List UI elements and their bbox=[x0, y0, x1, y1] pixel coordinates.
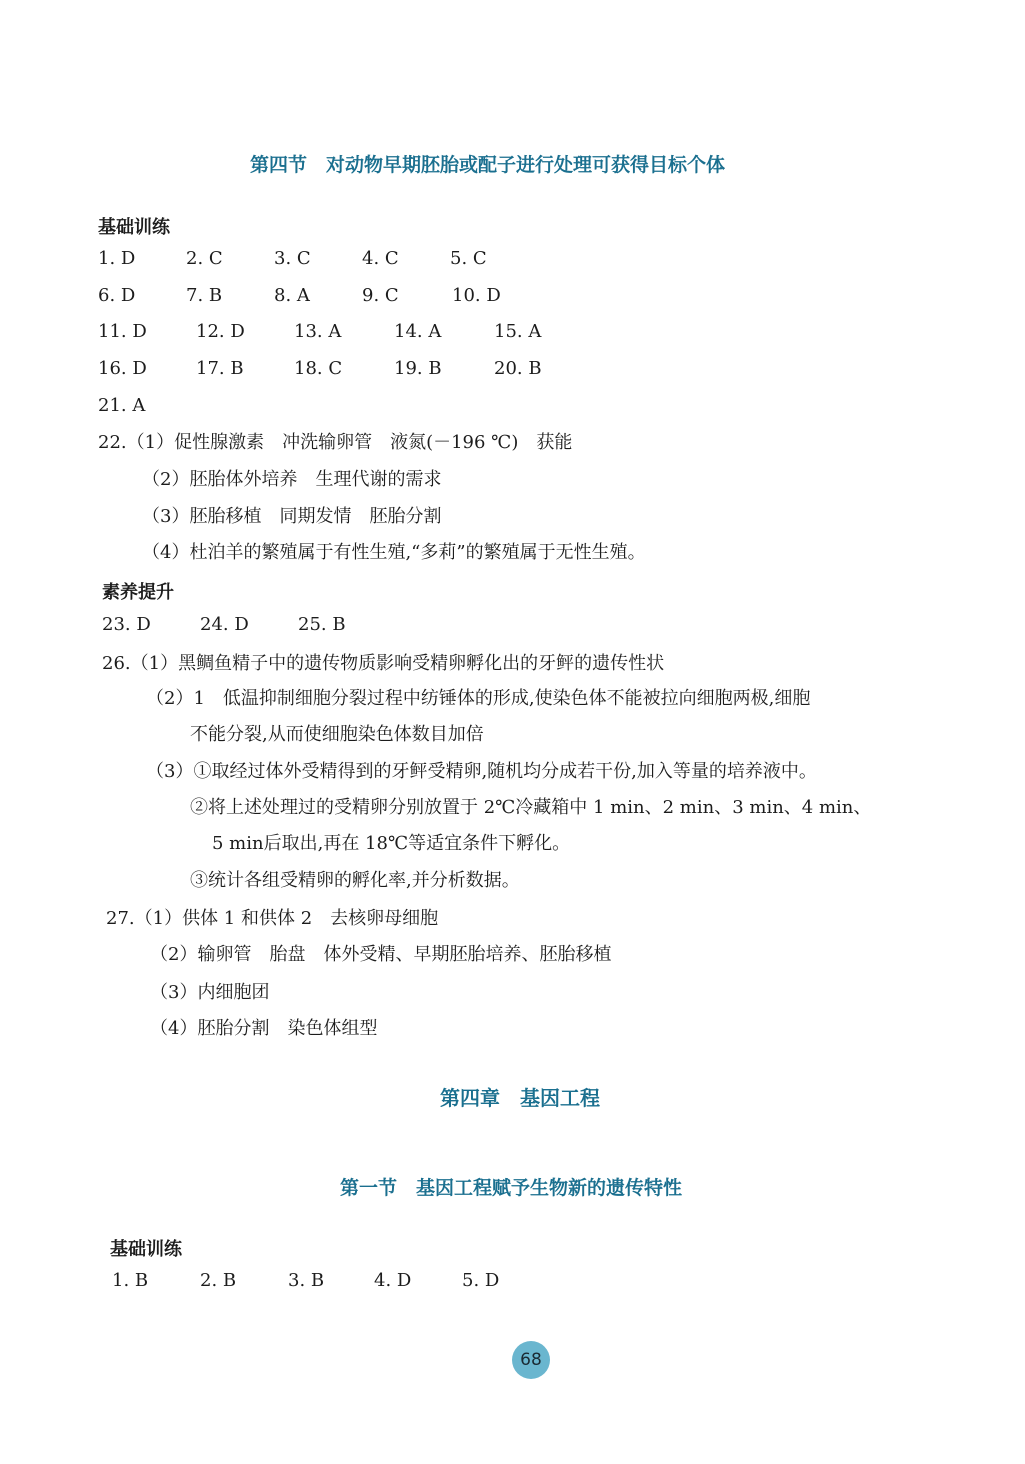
q26-part2: （2）1 低温抑制细胞分裂过程中纺锤体的形成,使染色体不能被拉向细胞两极,细胞 bbox=[146, 688, 811, 709]
answer-item: 19. B bbox=[394, 358, 442, 379]
answer-item: 5. C bbox=[450, 248, 487, 269]
q27-part4: （4）胚胎分割 染色体组型 bbox=[150, 1018, 378, 1039]
answer-item: 3. C bbox=[274, 248, 311, 269]
q22-part1: 22.（1）促性腺激素 冲洗输卵管 液氮(－196 ℃) 获能 bbox=[98, 432, 573, 453]
answer-item: 10. D bbox=[452, 285, 501, 306]
answer-row bbox=[102, 614, 502, 642]
q22-part2: （2）胚胎体外培养 生理代谢的需求 bbox=[142, 469, 442, 490]
answer-row bbox=[98, 395, 698, 423]
page-number: 68 bbox=[512, 1341, 550, 1379]
answer-item: 8. A bbox=[274, 285, 310, 306]
answer-item: 2. C bbox=[186, 248, 223, 269]
q27-part2: （2）输卵管 胎盘 体外受精、早期胚胎培养、胚胎移植 bbox=[150, 944, 612, 965]
answer-item: 21. A bbox=[98, 395, 146, 416]
answer-item: 20. B bbox=[494, 358, 542, 379]
answer-item: 12. D bbox=[196, 321, 245, 342]
answer-item: 15. A bbox=[494, 321, 542, 342]
basic-training-heading: 基础训练 bbox=[110, 1239, 182, 1260]
advanced-heading: 素养提升 bbox=[102, 582, 174, 603]
q27-part3: （3）内细胞团 bbox=[150, 982, 270, 1003]
q26-part3-step2-cont: 5 min后取出,再在 18℃等适宜条件下孵化。 bbox=[212, 833, 571, 854]
section-title: 第一节 基因工程赋予生物新的遗传特性 bbox=[340, 1177, 683, 1199]
answer-item: 2. B bbox=[200, 1270, 237, 1291]
answer-item: 24. D bbox=[200, 614, 249, 635]
q27-part1: 27.（1）供体 1 和供体 2 去核卵母细胞 bbox=[106, 908, 439, 929]
answer-row bbox=[98, 358, 698, 386]
q22-part4: （4）杜泊羊的繁殖属于有性生殖,“多莉”的繁殖属于无性生殖。 bbox=[142, 542, 646, 563]
answer-item: 3. B bbox=[288, 1270, 325, 1291]
answer-row bbox=[98, 321, 698, 349]
answer-item: 1. B bbox=[112, 1270, 149, 1291]
answer-item: 18. C bbox=[294, 358, 343, 379]
answer-item: 7. B bbox=[186, 285, 223, 306]
answer-item: 14. A bbox=[394, 321, 442, 342]
basic-training-heading: 基础训练 bbox=[98, 217, 170, 238]
answer-item: 23. D bbox=[102, 614, 151, 635]
q26-part3-step1: （3）①取经过体外受精得到的牙鲆受精卵,随机均分成若干份,加入等量的培养液中。 bbox=[146, 761, 817, 782]
answer-item: 4. C bbox=[362, 248, 399, 269]
answer-item: 25. B bbox=[298, 614, 346, 635]
q26-part3-step2: ②将上述处理过的受精卵分别放置于 2℃冷藏箱中 1 min、2 min、3 min、4 min、 bbox=[190, 797, 872, 818]
answer-row bbox=[112, 1270, 612, 1298]
answer-item: 4. D bbox=[374, 1270, 412, 1291]
answer-row bbox=[98, 248, 698, 276]
answer-item: 17. B bbox=[196, 358, 244, 379]
answer-item: 6. D bbox=[98, 285, 136, 306]
answer-item: 1. D bbox=[98, 248, 136, 269]
chapter-title: 第四章 基因工程 bbox=[440, 1086, 600, 1110]
q26-part2-cont: 不能分裂,从而使细胞染色体数目加倍 bbox=[190, 724, 484, 745]
answer-item: 5. D bbox=[462, 1270, 500, 1291]
q26-part1: 26.（1）黑鲷鱼精子中的遗传物质影响受精卵孵化出的牙鲆的遗传性状 bbox=[102, 653, 665, 674]
q22-part3: （3）胚胎移植 同期发情 胚胎分割 bbox=[142, 506, 442, 527]
answer-item: 9. C bbox=[362, 285, 399, 306]
answer-item: 16. D bbox=[98, 358, 147, 379]
q26-part3-step3: ③统计各组受精卵的孵化率,并分析数据。 bbox=[190, 870, 520, 891]
answer-item: 13. A bbox=[294, 321, 342, 342]
answer-item: 11. D bbox=[98, 321, 147, 342]
section-title: 第四节 对动物早期胚胎或配子进行处理可获得目标个体 bbox=[250, 154, 726, 176]
answer-row bbox=[98, 285, 698, 313]
